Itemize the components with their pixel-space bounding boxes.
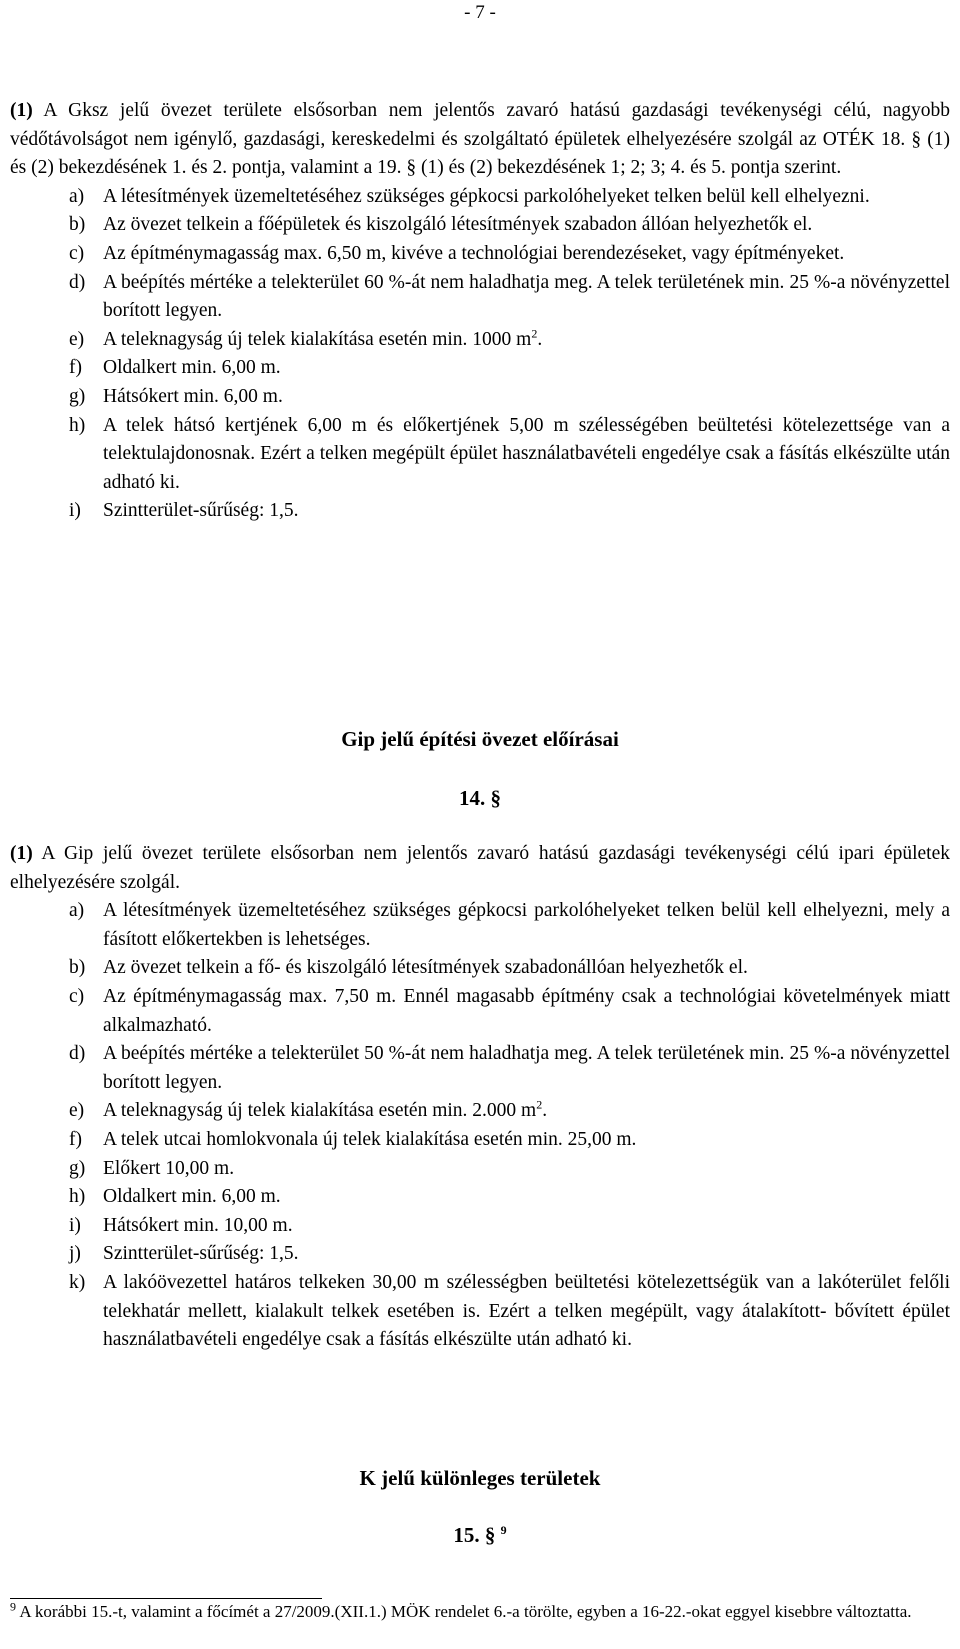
page-number: - 7 - bbox=[464, 2, 496, 23]
gksz-section bbox=[10, 97, 950, 526]
gksz-intro-text: A Gksz jelű övezet területe elsősorban nem jelentős zavaró hatású gazdasági tevékenységi célú, nagyobb védőtávolságot nem igénylő, gazdasági, kereskedelmi és szolgáltató épületek elhelyezésére szolgál az OTÉK 18. § (1) és (2) bekezdésének 1. és 2. pontja, valamint a 19. § (1) és (2) bekezdésének 1; 2; 3; 4. és 5. pontja szerint. bbox=[10, 100, 950, 179]
footnote-marker: 9 bbox=[10, 1599, 16, 1614]
list-item: g) Hátsókert min. 6,00 m. bbox=[69, 385, 283, 407]
gip-heading: Gip jelű építési övezet előírásai bbox=[341, 727, 619, 751]
footnote-divider bbox=[10, 1598, 322, 1599]
list-item: b) Az övezet telkein a főépületek és kiszolgáló létesítmények szabadon állóan helyezhetők el. bbox=[69, 214, 813, 236]
list-item: f) A telek utcai homlokvonala új telek kialakítása esetén min. 25,00 m. bbox=[69, 1128, 637, 1150]
gip-items-list bbox=[10, 897, 950, 1355]
list-item: j) Szintterület-sűrűség: 1,5. bbox=[69, 1243, 299, 1265]
list-item: e) A teleknagyság új telek kialakítása esetén min. 1000 $m^2$. bbox=[69, 326, 543, 350]
list-item: h) A telek hátsó kertjének 6,00 m és előkertjének 5,00 m szélességében beültetési kötelezettsége van a telektulajdonosnak. Ezért a telken megépült épület használatbavételi engedélye csak a fásítás elkészülte után adható ki. bbox=[69, 414, 950, 493]
list-item: a) A létesítmények üzemeltetéséhez szükséges gépkocsi parkolóhelyeket telken belül kell elhelyezni. bbox=[69, 185, 870, 207]
section-14-title: 14. § bbox=[459, 786, 501, 810]
list-item: g) Előkert 10,00 m. bbox=[69, 1157, 235, 1179]
footnote-ref: 9 bbox=[500, 1523, 507, 1537]
gksz-items-list bbox=[10, 183, 950, 526]
list-item: a) A létesítmények üzemeltetéséhez szükséges gépkocsi parkolóhelyeket telken belül kell elhelyezni, mely a fásított előkertekben is lehetséges. bbox=[69, 900, 950, 950]
gksz-intro-paragraph bbox=[10, 97, 950, 183]
list-item: h) Oldalkert min. 6,00 m. bbox=[69, 1186, 281, 1208]
list-item: f) Oldalkert min. 6,00 m. bbox=[69, 357, 281, 379]
list-item: b) Az övezet telkein a fő- és kiszolgáló létesítmények szabadonállóan helyezhetők el. bbox=[69, 957, 748, 979]
list-item: d) A beépítés mértéke a telekterület 60 %-át nem haladhatja meg. A telek területének min. 25 %-a növényzettel borított legyen. bbox=[69, 271, 950, 322]
list-item: k) A lakóövezettel határos telkeken 30,00 m szélességben beültetési kötelezettségük van a lakóterület felőli telekhatár mellett, kialakult telkek esetében is. Ezért a telken megépült, vagy átalakított- bővített épület használatbavételi engedélye csak a fásítás elkészülte után adható ki. bbox=[69, 1271, 950, 1351]
footnote bbox=[10, 1600, 940, 1624]
footnote-text: A korábbi 15.-t, valamint a főcímét a 27/2009.(XII.1.) MÖK rendelet 6.-a törölte, egyben a 16-22.-okat eggyel kisebbre változtatta. bbox=[19, 1602, 912, 1621]
gksz-intro-number: (1) bbox=[10, 100, 33, 121]
gip-intro-number: (1) bbox=[10, 843, 33, 864]
gip-section bbox=[10, 840, 950, 1355]
gip-intro-text: A Gip jelű övezet területe elsősorban nem jelentős zavaró hatású gazdasági tevékenységi célú ipari épületek elhelyezésére szolgál. bbox=[10, 843, 950, 893]
list-item: e) A teleknagyság új telek kialakítása esetén min. 2.000 $m^2$. bbox=[69, 1097, 548, 1122]
k-heading: K jelű különleges területek bbox=[359, 1466, 601, 1490]
list-item: d) A beépítés mértéke a telekterület 50 %-át nem haladhatja meg. A telek területének min. 25 %-a növényzettel borított legyen. bbox=[69, 1043, 950, 1093]
list-item: i) Hátsókert min. 10,00 m. bbox=[69, 1214, 293, 1236]
list-item: i) Szintterület-sűrűség: 1,5. bbox=[69, 500, 299, 522]
gip-intro-paragraph bbox=[10, 840, 950, 897]
list-item: c) Az építménymagasság max. 7,50 m. Ennél magasabb építmény csak a technológiai követelmények miatt alkalmazható. bbox=[69, 985, 950, 1036]
list-item: c) Az építménymagasság max. 6,50 m, kivéve a technológiai berendezéseket, vagy építményeket. bbox=[69, 242, 845, 264]
section-15-title: 15. § $^9$ bbox=[453, 1523, 507, 1547]
